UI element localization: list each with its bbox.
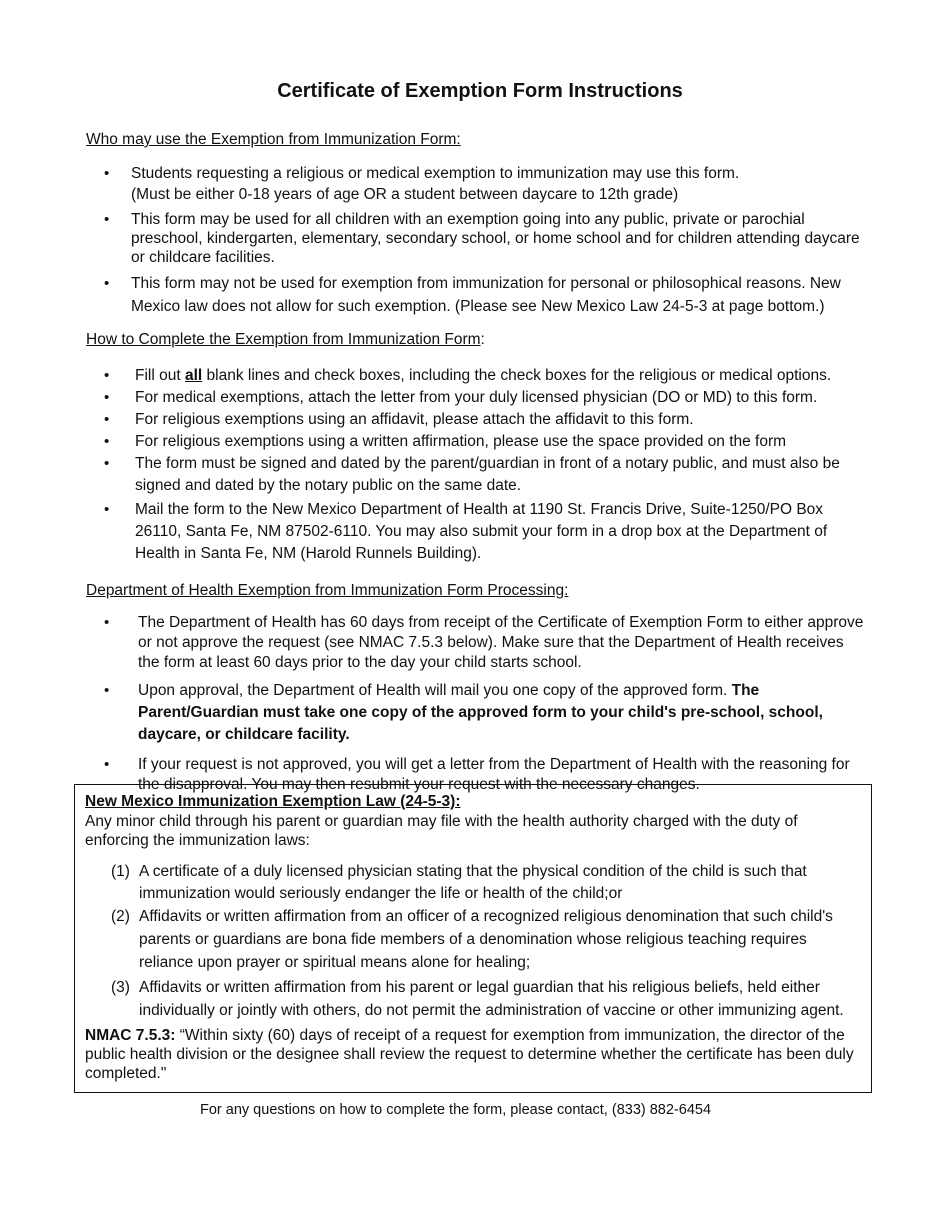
list-number: (3) [111, 979, 130, 996]
nmac-text: “Within sixty (60) days of receipt of a request for exemption from immunization, the director of the public health division or the designee shall review the request to determine whether the certificate has been duly completed." [85, 1027, 854, 1082]
bullet-icon: • [104, 756, 110, 773]
bullet-icon: • [104, 275, 110, 292]
who-may-use-list [104, 164, 874, 318]
list-item [104, 409, 864, 431]
list-item-text: If your request is not approved, you will get a letter from the Department of Health with the reasoning for the disapproval. You may then resubmit your request with the necessary changes. [138, 756, 850, 793]
list-item-text: The form must be signed and dated by the parent/guardian in front of a notary public, and must also be signed and dated by the notary public on the same date. [135, 455, 840, 494]
law-box [74, 784, 872, 1093]
list-number: (2) [111, 908, 130, 925]
section-heading-text: How to Complete the Exemption from Immunization Form [86, 331, 481, 348]
list-item-text [104, 680, 869, 746]
list-item-text: Students requesting a religious or medical exemption to immunization may use this form. [131, 165, 740, 182]
section-heading-how-to-complete [86, 331, 485, 349]
list-item-text: Mail the form to the New Mexico Department of Health at 1190 St. Francis Drive, Suite-1250/PO Box 26110, Santa Fe, NM 87502-6110. You may also submit your form in a drop box at the Department of Health in Santa Fe, NM (Harold Runnels Building). [135, 501, 828, 562]
nmac-paragraph [85, 1026, 860, 1083]
list-item-text [104, 365, 864, 387]
list-item [104, 431, 864, 453]
list-number: (1) [111, 863, 130, 880]
how-to-complete-list [104, 365, 864, 565]
list-item-text: Affidavits or written affirmation from his parent or legal guardian that his religious beliefs, held either individually or jointly with others, do not permit the administration of vaccine or other immunizing agent. [139, 979, 844, 1019]
list-item [104, 613, 869, 673]
bullet-icon: • [104, 165, 110, 182]
list-item [111, 905, 851, 974]
bullet-icon: • [104, 433, 110, 450]
text-part: blank lines and check boxes, including the check boxes for the religious or medical options. [202, 367, 832, 384]
processing-list [104, 613, 869, 795]
law-heading: New Mexico Immunization Exemption Law (24-5-3): [85, 793, 461, 810]
page-title: Certificate of Exemption Form Instructions [277, 80, 683, 102]
bullet-icon: • [104, 501, 110, 518]
list-item [104, 499, 864, 565]
law-list [111, 861, 851, 1022]
list-item [104, 210, 874, 268]
bullet-icon: • [104, 455, 110, 472]
list-item-text: The Department of Health has 60 days from receipt of the Certificate of Exemption Form to either approve or not approve the request (see NMAC 7.5.3 below). Make sure that the Department of Health receives the form at least 60 days prior to the day your child starts school. [138, 614, 864, 671]
list-item [111, 861, 851, 905]
list-item [104, 453, 864, 497]
bullet-icon: • [104, 389, 110, 406]
list-item [104, 365, 864, 387]
bullet-icon: • [104, 411, 110, 428]
nmac-label: NMAC 7.5.3: [85, 1027, 176, 1044]
emphasis-parent-guardian: The Parent/Guardian must take one copy of the approved form to your child's pre-school, school, daycare, or childcare facility. [138, 682, 823, 743]
list-item-text: For religious exemptions using a written affirmation, please use the space provided on the form [135, 433, 787, 450]
list-item-text: Affidavits or written affirmation from an officer of a recognized religious denomination that such child's parents or guardians are bona fide members of a denomination whose religious teaching requires reliance upon prayer or spiritual means alone for healing; [139, 908, 833, 971]
list-item [104, 387, 864, 409]
contact-footer: For any questions on how to complete the form, please contact, (833) 882-6454 [200, 1102, 712, 1118]
list-item-text: This form may be used for all children with an exemption going into any public, private or parochial preschool, kindergarten, elementary, secondary school, or home school and for children attending daycare or childcare facilities. [131, 211, 860, 266]
list-item [104, 680, 869, 746]
heading-colon: : [480, 331, 485, 348]
list-item [104, 164, 874, 206]
bullet-icon: • [104, 367, 110, 384]
text-part: Fill out [135, 367, 185, 384]
list-item-text: A certificate of a duly licensed physician stating that the physical condition of the child is such that immunization would seriously endanger the life or health of the child;or [139, 863, 807, 902]
section-heading-who-may-use: Who may use the Exemption from Immunization Form: [86, 131, 461, 148]
list-item [104, 272, 874, 318]
bullet-icon: • [104, 682, 110, 699]
bullet-icon: • [104, 614, 110, 631]
list-item-text: For religious exemptions using an affidavit, please attach the affidavit to this form. [135, 411, 694, 428]
list-item-text: For medical exemptions, attach the letter from your duly licensed physician (DO or MD) to this form. [135, 389, 818, 406]
section-heading-processing: Department of Health Exemption from Immunization Form Processing: [86, 582, 569, 599]
emphasis-all: all [184, 367, 203, 384]
text-part: Upon approval, the Department of Health will mail you one copy of the approved form. [138, 682, 732, 699]
list-item [111, 976, 851, 1022]
bullet-icon: • [104, 211, 110, 228]
law-intro: Any minor child through his parent or guardian may file with the health authority charged with the duty of enforcing the immunization laws: [85, 813, 798, 849]
list-item-subtext: (Must be either 0-18 years of age OR a student between daycare to 12th grade) [131, 186, 679, 203]
list-item-text: This form may not be used for exemption from immunization for personal or philosophical reasons. New Mexico law does not allow for such exemption. (Please see New Mexico Law 24-5-3 at page bottom.) [131, 275, 841, 315]
